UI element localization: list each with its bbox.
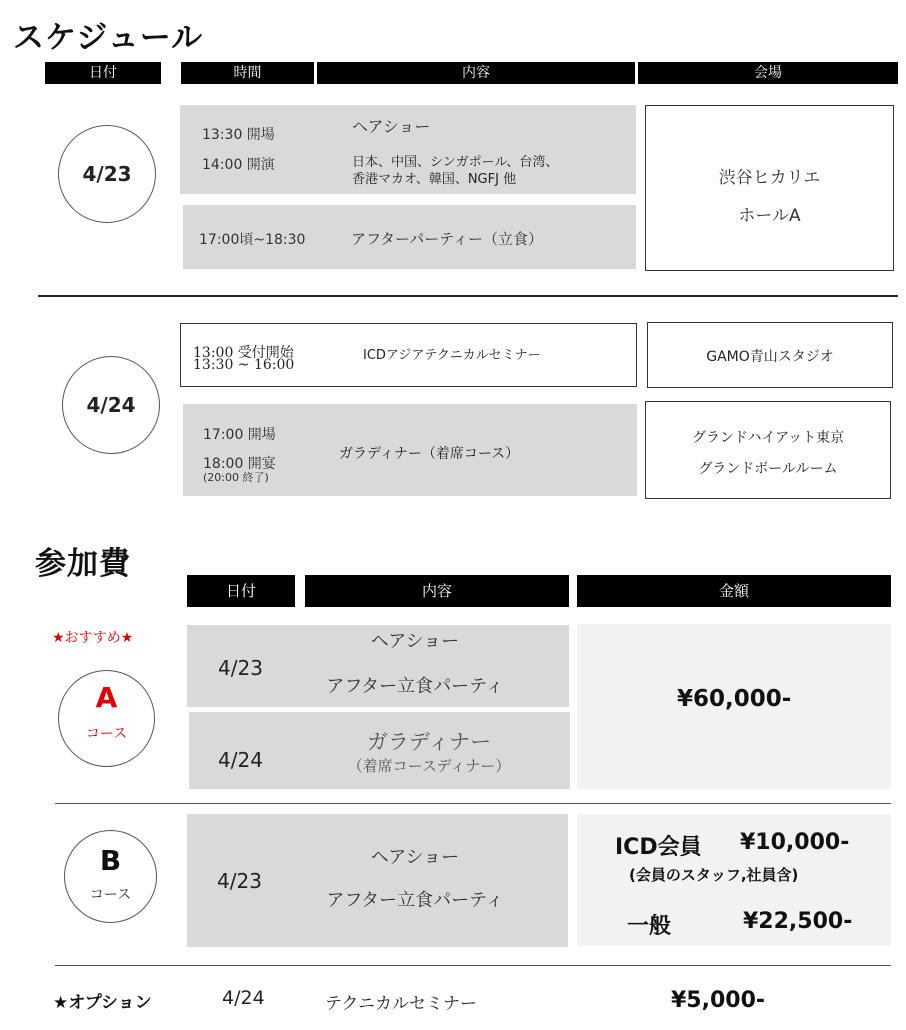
course-a-row1-date: 4/23 [218, 656, 263, 680]
day1-venue-line2: ホールA [738, 206, 801, 226]
schedule-header-time: 時間 [181, 62, 314, 84]
day2-seminar-venue-box [647, 322, 893, 388]
course-b-price-cell [577, 814, 891, 946]
course-divider [55, 803, 891, 804]
course-a-row2-line1: ガラディナー [366, 730, 492, 754]
fees-title: 参加費 [35, 546, 131, 582]
course-b-member-label: ICD会員 [615, 835, 702, 860]
course-a-row1-line1: ヘアショー [370, 631, 460, 652]
option-label: ★オプション [53, 993, 152, 1013]
recommend-label: ★おすすめ★ [52, 630, 134, 646]
schedule-header-venue: 会場 [638, 62, 898, 84]
day2-seminar-reception-time: 13:00 受付開始 [193, 345, 294, 361]
course-b-letter: B [99, 844, 122, 877]
fees-header-date: 日付 [187, 575, 295, 607]
day2-seminar-cell [180, 323, 637, 387]
course-a-row1-line2: アフター立食パーティ [326, 676, 504, 697]
course-b-cell [187, 814, 568, 947]
fees-header-amount: 金額 [577, 575, 891, 607]
day2-gala-venue-box [645, 401, 891, 499]
course-b-general-price: ¥22,500- [743, 909, 853, 934]
day1-hairshow-desc2: 香港マカオ、韓国、NGFJ 他 [352, 172, 517, 187]
day2-gala-venue-line1: グランドハイアット東京 [691, 430, 845, 446]
option-price: ¥5,000- [671, 988, 766, 1013]
day2-date-circle: 4/24 [62, 356, 160, 454]
course-b-general-label: 一般 [627, 914, 672, 939]
day2-gala-open-time: 17:00 開場 [203, 427, 276, 443]
day2-seminar-venue: GAMO青山スタジオ [706, 349, 834, 365]
course-a-row2-line2: （着席コースディナー） [347, 757, 511, 775]
course-a-price: ¥60,000- [677, 686, 792, 712]
day2-seminar-title: ICDアジアテクニカルセミナー [363, 348, 541, 363]
course-a-row2-cell [189, 712, 570, 789]
day2-gala-start-time: 18:00 開宴 [203, 456, 276, 472]
schedule-header-content: 内容 [317, 62, 635, 84]
fees-header-content: 内容 [305, 575, 569, 607]
course-a-label: コース [85, 726, 128, 742]
day1-venue-box [645, 105, 894, 271]
day2-gala-end-time: (20:00 終了) [203, 471, 269, 484]
course-b-line1: ヘアショー [370, 847, 460, 868]
course-b-member-price: ¥10,000- [740, 830, 850, 855]
course-b-label: コース [89, 887, 132, 903]
day1-hairshow-title: ヘアショー [352, 117, 431, 136]
day2-seminar-time: 13:30 ~ 16:00 [193, 357, 295, 373]
day2-gala-venue-line2: グランドボールルーム [698, 461, 838, 477]
course-a-row1-cell [187, 625, 569, 707]
day1-open-time: 13:30 開場 [202, 127, 275, 143]
day2-gala-cell [183, 404, 637, 496]
course-a-letter: A [95, 681, 118, 714]
course-b-member-note: (会員のスタッフ,社員含) [629, 866, 799, 884]
schedule-header-date: 日付 [45, 62, 161, 84]
day1-afterparty-cell [183, 205, 636, 269]
day1-afterparty-title: アフターパーティー（立食） [351, 230, 544, 248]
course-a-row2-date: 4/24 [218, 748, 263, 772]
day2-gala-title: ガラディナー（着席コース） [339, 446, 520, 462]
schedule-divider [38, 295, 898, 297]
course-b-date: 4/23 [217, 869, 262, 893]
day1-afterparty-time: 17:00頃~18:30 [199, 232, 306, 248]
day1-hairshow-cell [180, 105, 636, 194]
option-date: 4/24 [222, 987, 265, 1009]
course-a-circle [58, 670, 155, 767]
option-content: テクニカルセミナー [325, 994, 477, 1014]
day1-venue-line1: 渋谷ヒカリエ [718, 168, 821, 188]
day1-start-time: 14:00 開演 [202, 157, 275, 173]
course-b-line2: アフター立食パーティ [326, 890, 504, 911]
schedule-title: スケジュール [13, 20, 204, 56]
option-divider [55, 965, 891, 966]
day1-hairshow-desc1: 日本、中国、シンガポール、台湾、 [352, 155, 559, 170]
course-a-price-cell [577, 624, 891, 789]
course-b-circle [64, 830, 157, 923]
day1-date-circle: 4/23 [58, 125, 156, 223]
